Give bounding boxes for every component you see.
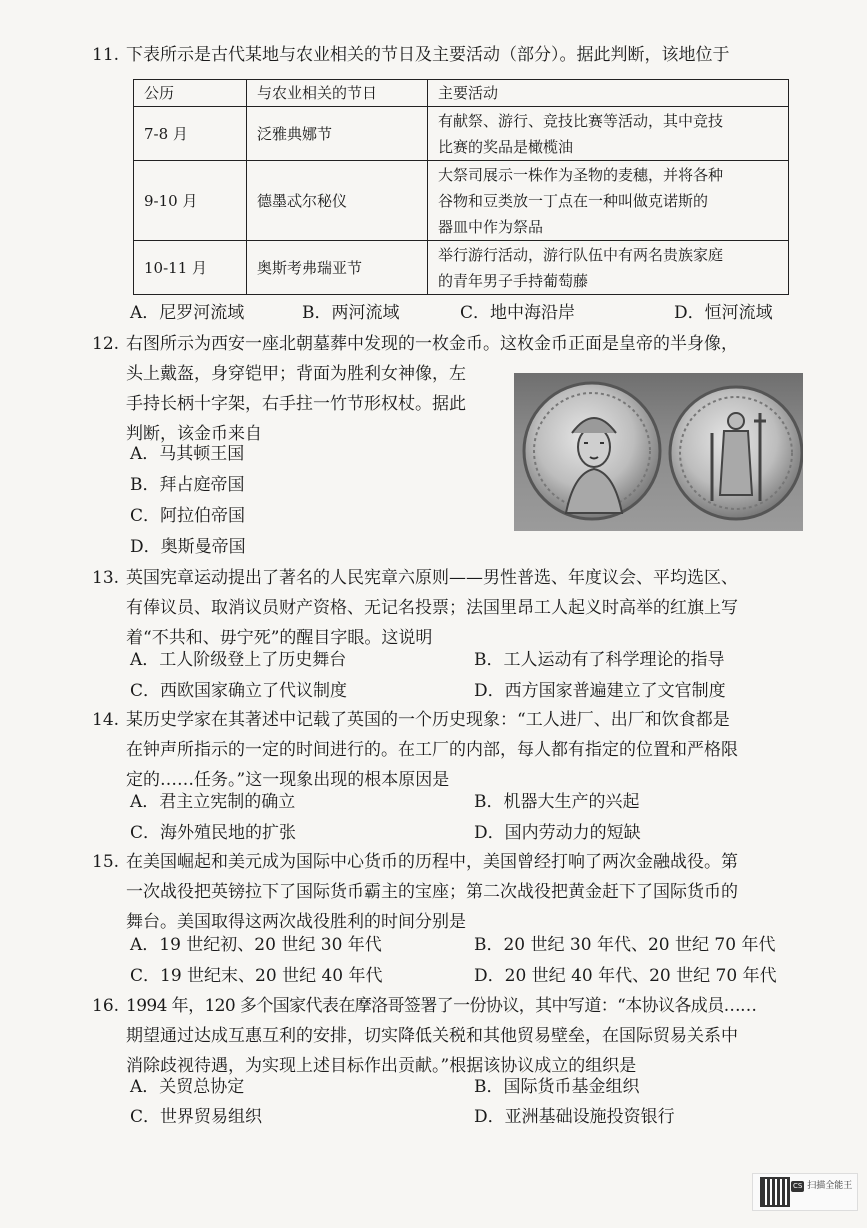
cs-badge: CS — [793, 1182, 803, 1190]
table-header: 主要活动 — [428, 80, 789, 107]
option-c[interactable]: C．19 世纪末、20 世纪 40 年代 — [130, 966, 383, 986]
cell-line: 有献祭、游行、竞技比赛等活动，其中竞技 — [438, 111, 724, 130]
question-number: 13. — [92, 568, 120, 588]
question-line: 一次战役把英镑拉下了国际货币霸主的宝座；第二次战役把黄金赶下了国际货币的 — [126, 882, 738, 902]
question-line: 在钟声所指示的一定的时间进行的。在工厂的内部，每人都有指定的位置和严格限 — [126, 740, 738, 760]
cell-line: 举行游行活动，游行队伍中有两名贵族家庭 — [438, 245, 724, 264]
option-a[interactable]: A．君主立宪制的确立 — [130, 792, 296, 812]
table-header-row — [134, 80, 789, 107]
coin-illustration — [514, 373, 803, 531]
question-line: 手持长柄十字架，右手拄一竹节形权杖。据此 — [126, 394, 466, 414]
table-cell — [428, 107, 789, 161]
question-line: 有俸议员、取消议员财产资格、无记名投票；法国里昂工人起义时高举的红旗上写 — [126, 598, 738, 618]
table-cell: 9-10 月 — [134, 161, 247, 241]
option-d[interactable]: D．国内劳动力的短缺 — [474, 823, 641, 843]
question-line: 着“不共和、毋宁死”的醒目字眼。这说明 — [126, 628, 433, 648]
coin-reverse — [670, 387, 802, 519]
question-line: 判断，该金币来自 — [126, 424, 262, 444]
question-number: 15. — [92, 852, 120, 872]
option-c[interactable]: C．西欧国家确立了代议制度 — [130, 681, 348, 701]
qr-code-icon — [760, 1177, 790, 1207]
cell-line: 的青年男子手持葡萄藤 — [438, 271, 589, 290]
question-line: 头上戴盔，身穿铠甲；背面为胜利女神像，左 — [126, 364, 466, 384]
option-a[interactable]: A．工人阶级登上了历史舞台 — [130, 650, 347, 670]
option-b[interactable]: B．机器大生产的兴起 — [474, 792, 640, 812]
question-number: 11. — [92, 45, 120, 65]
cell-line: 比赛的奖品是橄榄油 — [438, 137, 574, 156]
table-row — [134, 107, 789, 161]
table-cell — [428, 241, 789, 295]
question-line: 舞台。美国取得这两次战役胜利的时间分别是 — [126, 912, 466, 932]
option-a[interactable]: A．马其顿王国 — [130, 444, 245, 464]
question-15 — [92, 847, 792, 937]
scanner-brand — [791, 1181, 853, 1203]
question-line: 英国宪章运动提出了著名的人民宪章六原则——男性普选、年度议会、平均选区、 — [126, 568, 738, 588]
table-cell: 7-8 月 — [134, 107, 247, 161]
question-13 — [92, 563, 792, 653]
question-line: 某历史学家在其著述中记载了英国的一个历史现象：“工人进厂、出厂和饮食都是 — [126, 710, 730, 730]
cell-line: 谷物和豆类放一丁点在一种叫做克诺斯的 — [438, 191, 709, 210]
option-b[interactable]: B．拜占庭帝国 — [130, 475, 245, 495]
table-cell — [428, 161, 789, 241]
option-c[interactable]: C．阿拉伯帝国 — [130, 506, 246, 526]
table-cell: 德墨忒尔秘仪 — [247, 161, 428, 241]
option-a[interactable]: A．尼罗河流域 — [130, 303, 245, 323]
question-number: 16. — [92, 996, 120, 1016]
cell-line: 器皿中作为祭品 — [438, 217, 544, 236]
table-cell: 奥斯考弗瑞亚节 — [247, 241, 428, 295]
option-d[interactable]: D．西方国家普遍建立了文官制度 — [474, 681, 726, 701]
option-d[interactable]: D．20 世纪 40 年代、20 世纪 70 年代 — [474, 966, 777, 986]
festival-table — [133, 79, 789, 295]
option-b[interactable]: B．国际货币基金组织 — [474, 1077, 640, 1097]
table-row — [134, 161, 789, 241]
question-line: 期望通过达成互惠互利的安排，切实降低关税和其他贸易壁垒，在国际贸易关系中 — [126, 1026, 738, 1046]
table-header: 与农业相关的节日 — [247, 80, 428, 107]
option-c[interactable]: C．海外殖民地的扩张 — [130, 823, 297, 843]
coin-obverse — [524, 383, 660, 519]
question-14 — [92, 705, 792, 795]
table-cell: 泛雅典娜节 — [247, 107, 428, 161]
option-d[interactable]: D．奥斯曼帝国 — [130, 537, 246, 557]
option-a[interactable]: A．关贸总协定 — [130, 1077, 245, 1097]
scanner-brand-name: 扫描全能王 — [807, 1181, 853, 1191]
question-number: 12. — [92, 334, 120, 354]
option-c[interactable]: C．地中海沿岸 — [460, 303, 576, 323]
table-header: 公历 — [134, 80, 247, 107]
question-stem: 下表所示是古代某地与农业相关的节日及主要活动（部分）。据此判断，该地位于 — [126, 45, 730, 65]
question-number: 14. — [92, 710, 120, 730]
question-line: 1994 年，120 多个国家代表在摩洛哥签署了一份协议，其中写道：“本协议各成员…… — [126, 996, 757, 1016]
table-row — [134, 241, 789, 295]
option-d[interactable]: D．恒河流域 — [674, 303, 773, 323]
question-line: 在美国崛起和美元成为国际中心货币的历程中，美国曾经打响了两次金融战役。第 — [126, 852, 738, 872]
option-d[interactable]: D．亚洲基础设施投资银行 — [474, 1107, 675, 1127]
option-c[interactable]: C．世界贸易组织 — [130, 1107, 263, 1127]
question-11 — [92, 40, 792, 70]
option-b[interactable]: B．20 世纪 30 年代、20 世纪 70 年代 — [474, 935, 776, 955]
question-line: 消除歧视待遇，为实现上述目标作出贡献。”根据该协议成立的组织是 — [126, 1056, 637, 1076]
option-a[interactable]: A．19 世纪初、20 世纪 30 年代 — [130, 935, 382, 955]
table-cell: 10-11 月 — [134, 241, 247, 295]
question-line: 定的……任务。”这一现象出现的根本原因是 — [126, 770, 450, 790]
option-b[interactable]: B．两河流域 — [302, 303, 400, 323]
question-line: 右图所示为西安一座北朝墓葬中发现的一枚金币。这枚金币正面是皇帝的半身像， — [126, 334, 738, 354]
option-b[interactable]: B．工人运动有了科学理论的指导 — [474, 650, 725, 670]
question-16 — [92, 991, 792, 1081]
cell-line: 大祭司展示一株作为圣物的麦穗，并将各种 — [438, 165, 724, 184]
gold-coin-photo — [514, 373, 803, 531]
